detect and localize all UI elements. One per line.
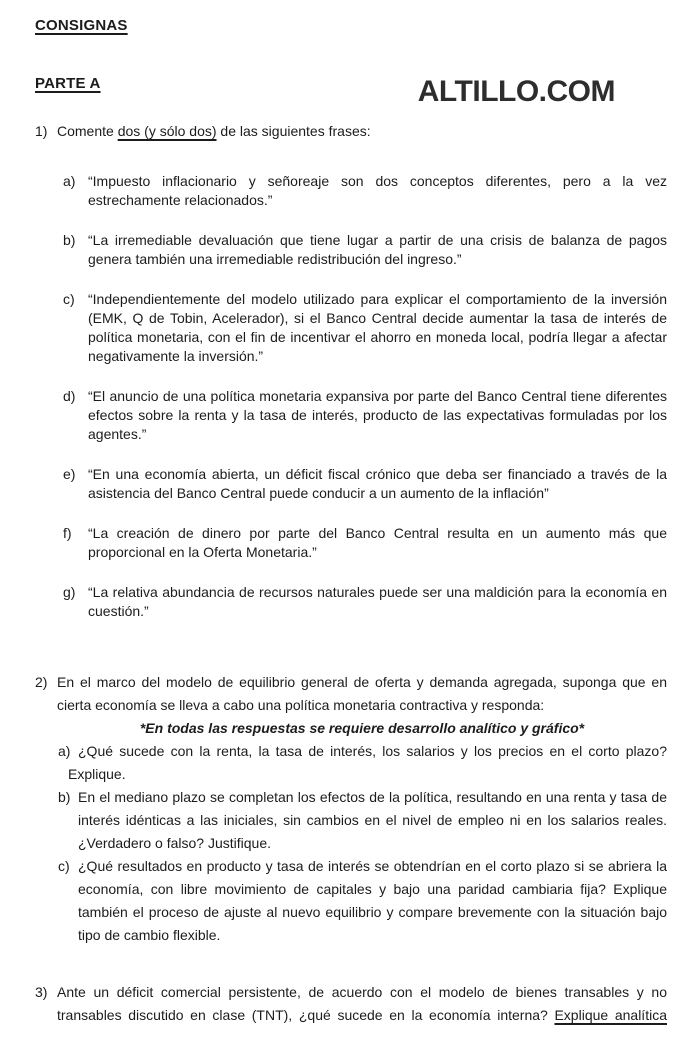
- item-marker: a): [58, 742, 71, 759]
- underlined-text: Explique analítica: [554, 1006, 667, 1023]
- question-2-list: [57, 740, 667, 947]
- lead-text: Ante un déficit comercial persistente, de acuerdo con el modelo de bienes transables y no transables discutido en clase (TNT), ¿qué sucede en la economía interna?: [57, 983, 667, 1023]
- item-body: [68, 740, 667, 786]
- item-marker: c): [63, 290, 75, 307]
- item-marker: 3): [35, 983, 48, 1000]
- lead-rest: de las siguientes frases:: [216, 122, 371, 139]
- item-marker: d): [63, 387, 76, 404]
- list-item-a: [58, 740, 667, 786]
- question-1: [35, 122, 667, 141]
- item-marker: f): [63, 524, 72, 541]
- item-text: “Impuesto inflacionario y señoreaje son dos conceptos diferentes, pero a la vez estrechamente relacionados.”: [88, 172, 667, 208]
- item-text-continued: Explique.: [68, 765, 126, 782]
- list-item-e: [35, 465, 667, 503]
- section-header-row: [35, 76, 667, 107]
- item-text: “La relativa abundancia de recursos naturales puede ser una maldición para la economía en cuestión.”: [88, 583, 667, 619]
- question-3-text: [57, 981, 667, 1027]
- question-3: [35, 981, 667, 1027]
- list-item-c: [58, 855, 667, 947]
- section-title: PARTE A: [35, 74, 101, 92]
- item-text: ¿Qué sucede con la renta, la tasa de interés, los salarios y los precios en el corto plazo?: [78, 742, 667, 759]
- list-item-c: [35, 290, 667, 366]
- item-text: “En una economía abierta, un déficit fiscal crónico que deba ser financiado a través de la asistencia del Banco Central puede conducir a un aumento de la inflación”: [88, 465, 667, 501]
- item-text: ¿Qué resultados en producto y tasa de interés se obtendrían en el corto plazo si se abriera la economía, con libre movimiento de capitales y bajo una paridad cambiaria fija? Explique también el proceso de ajuste al nuevo equilibrio y compare brevemente con la situación bajo tipo de cambio flexible.: [78, 857, 667, 943]
- list-item-a: [35, 172, 667, 210]
- question-2-body: [57, 671, 667, 947]
- item-marker: a): [63, 172, 76, 189]
- underlined-text: dos (y sólo dos): [117, 122, 217, 139]
- item-text: “El anuncio de una política monetaria expansiva por parte del Banco Central tiene diferentes efectos sobre la renta y la tasa de interés, producto de las expectativas formuladas por los agentes.”: [88, 387, 667, 442]
- item-marker: e): [63, 465, 76, 482]
- item-marker: g): [63, 583, 76, 600]
- page-title: CONSIGNAS: [35, 17, 128, 34]
- item-text: En el mediano plazo se completan los efectos de la política, resultando en una renta y tasa de interés idénticas a las iniciales, sin cambios en el nivel de empleo ni en los salarios reales. ¿Verdadero o falso? Justifique.: [78, 788, 667, 851]
- instruction-note: *En todas las respuestas se requiere desarrollo analítico y gráfico*: [139, 719, 585, 736]
- altillo-watermark: ALTILLO.COM: [417, 74, 615, 108]
- question-1-list: [35, 172, 667, 621]
- question-2: [35, 671, 667, 947]
- list-item-b: [58, 786, 667, 855]
- question-2-text: En el marco del modelo de equilibrio general de oferta y demanda agregada, suponga que en cierta economía se lleva a cabo una política monetaria contractiva y responda:: [57, 673, 667, 713]
- item-text: “La irremediable devaluación que tiene lugar a partir de una crisis de balanza de pagos genera también una irremediable redistribución del ingreso.”: [88, 231, 667, 267]
- list-item-d: [35, 387, 667, 444]
- lead-text: Comente: [57, 122, 118, 139]
- item-marker: b): [58, 788, 71, 805]
- question-1-text: [57, 122, 667, 141]
- item-marker: 2): [35, 673, 48, 690]
- list-item-f: [35, 524, 667, 562]
- item-text: “La creación de dinero por parte del Banco Central resulta en un aumento más que proporcional en la Oferta Monetaria.”: [88, 524, 667, 560]
- list-item-b: [35, 231, 667, 269]
- item-text: “Independientemente del modelo utilizado para explicar el comportamiento de la inversión (EMK, Q de Tobin, Acelerador), si el Banco Central decide aumentar la tasa de interés de política monetaria, con el fin de incentivar el ahorro en moneda local, podría llegar a afectar negativamente la inversión.”: [88, 290, 667, 364]
- list-item-g: [35, 583, 667, 621]
- item-marker: 1): [35, 122, 48, 139]
- item-marker: b): [63, 231, 76, 248]
- item-marker: c): [58, 857, 70, 874]
